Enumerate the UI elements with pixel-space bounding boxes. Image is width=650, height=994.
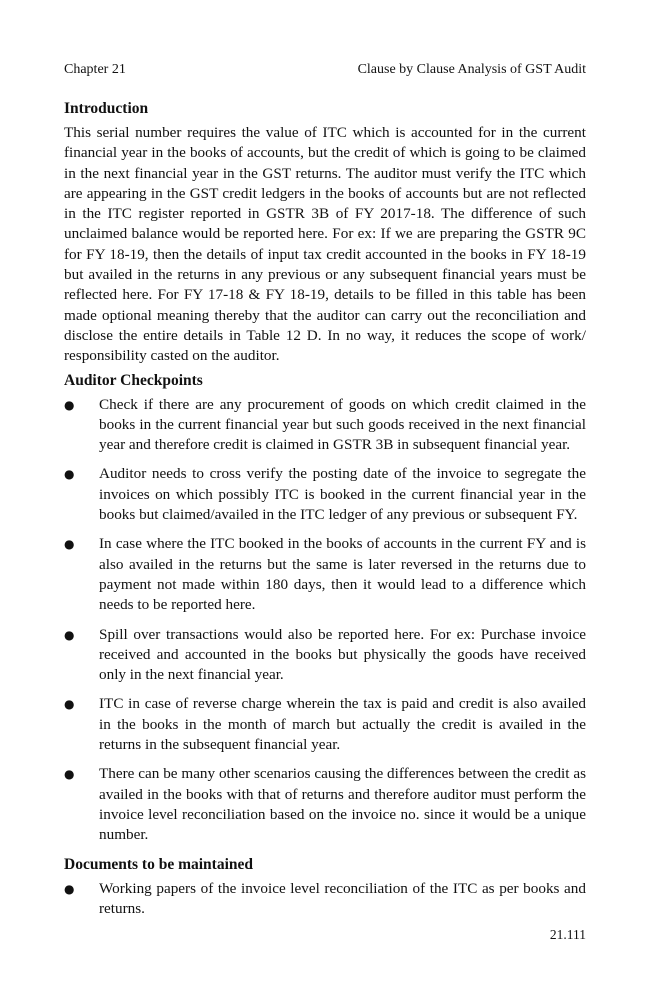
list-item: [64, 694, 586, 755]
list-item-text: Working papers of the invoice level reconciliation of the ITC as per books and returns.: [99, 879, 586, 917]
list-item-text: Auditor needs to cross verify the posting date of the invoice to segregate the invoices on which possibly ITC is booked in the current financial year in the books but claimed/availed in the ITC ledger of any previous or subsequent FY.: [99, 465, 586, 524]
list-item: [64, 395, 586, 456]
bullet-icon: ●: [64, 697, 75, 712]
list-item: [64, 764, 586, 845]
checkpoints-heading: Auditor Checkpoints: [64, 371, 203, 389]
bullet-icon: ●: [64, 467, 75, 482]
bullet-icon: ●: [64, 537, 75, 552]
list-item: [64, 534, 586, 615]
running-header: [64, 61, 586, 79]
list-item-text: There can be many other scenarios causing the differences between the credit as availed in the books with that of returns and therefore auditor must perform the invoice level reconciliation based on the invoice no. since it would be a unique number.: [99, 765, 586, 844]
page-number: 21.111: [549, 927, 586, 942]
list-item: [64, 625, 586, 686]
list-item-text: In case where the ITC booked in the books of accounts in the current FY and is also availed in the returns but the same is later reversed in the returns due to payment not made within 180 days, then it would lead to a difference which needs to be reported here.: [99, 535, 586, 614]
page-body: [64, 99, 586, 928]
list-item-text: ITC in case of reverse charge wherein the tax is paid and credit is also availed in the books in the month of march but actually the credit is availed in the returns in the subsequent financial year.: [99, 695, 586, 754]
bullet-icon: ●: [64, 397, 75, 412]
introduction-paragraph: This serial number requires the value of ITC which is accounted for in the current financial year in the books of accounts, but the credit of which is going to be claimed in the next financial year in the GST returns. The auditor must verify the ITC which are appearing in the GST credit ledgers in the books of accounts but are not reflected in the ITC register reported in GSTR 3B of FY 2017-18. The difference of such unclaimed balance would be reported here. For ex: If we are preparing the GSTR 9C for FY 18-19, then the details of input tax credit accounted in the books in FY 18-19 but availed in the returns in any previous or any subsequent financial years must be reflected here. For FY 17-18 & FY 18-19, details to be filled in this table has been made optional meaning thereby that the auditor can carry out the reconciliation and disclose the entire details in Table 12 D. In no way, it reduces the scope of work/ responsibility casted on the auditor.: [64, 124, 586, 365]
list-item-text: Check if there are any procurement of goods on which credit claimed in the books in the current financial year but such goods received in the next financial year and therefore credit is claimed in GSTR 3B in subsequent financial year.: [99, 395, 586, 454]
checkpoints-list: [64, 395, 586, 846]
documents-heading: Documents to be maintained: [64, 855, 254, 873]
chapter-label: Chapter 21: [64, 62, 126, 77]
list-item-text: Spill over transactions would also be reported here. For ex: Purchase invoice received and accounted in the books but physically the goods have received only in the next financial year.: [99, 625, 586, 684]
bullet-icon: ●: [64, 627, 75, 642]
list-item: [64, 879, 586, 920]
introduction-heading: Introduction: [64, 100, 149, 117]
header-title: Clause by Clause Analysis of GST Audit: [357, 62, 586, 77]
bullet-icon: ●: [64, 767, 75, 782]
documents-list: [64, 879, 586, 920]
bullet-icon: ●: [64, 881, 75, 896]
list-item: [64, 464, 586, 525]
